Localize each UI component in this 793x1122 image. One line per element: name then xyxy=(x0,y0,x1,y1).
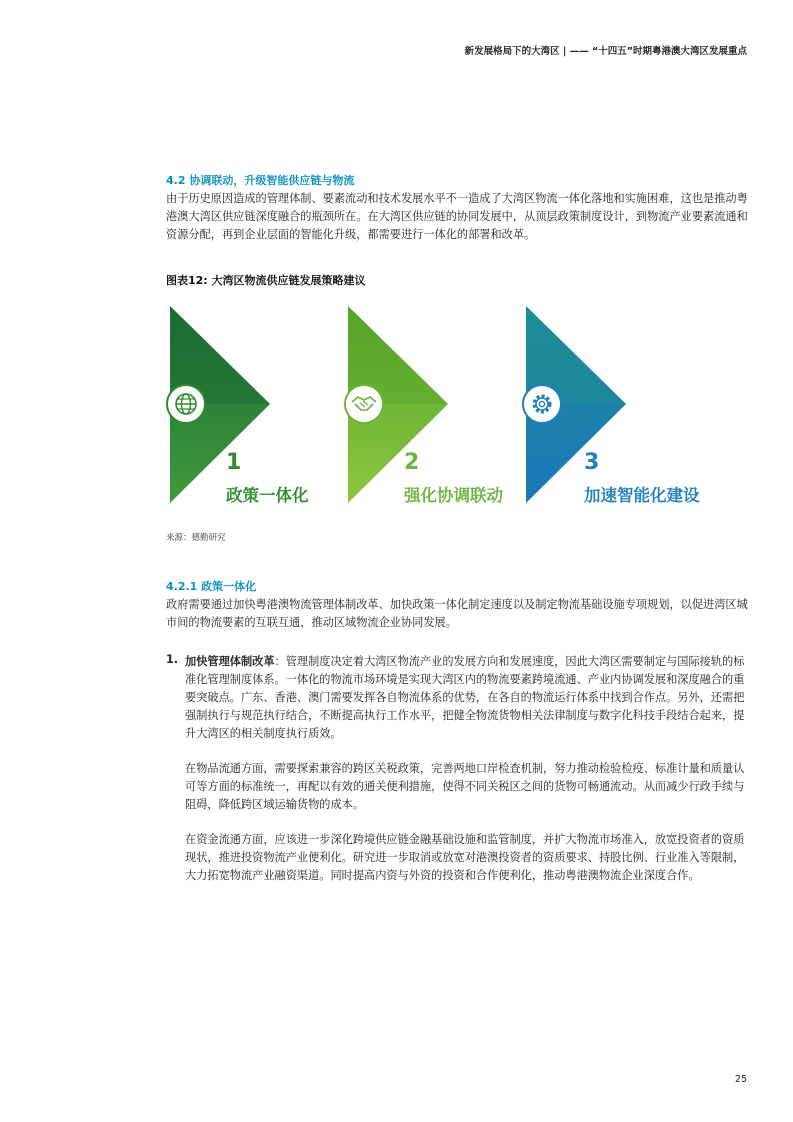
step-1-number: 1 xyxy=(226,450,242,475)
step-2-number: 2 xyxy=(404,450,420,475)
handshake-icon xyxy=(345,385,383,423)
figure-source: 来源：德勤研究 xyxy=(166,533,226,543)
section-title: 4.2 协调联动，升级智能供应链与物流 xyxy=(166,174,355,187)
figure-title: 图表12: 大湾区物流供应链发展策略建议 xyxy=(166,274,366,287)
subsection-title: 4.2.1 政策一体化 xyxy=(166,580,257,593)
list-item-heading: 加快管理体制改革 xyxy=(185,655,275,668)
capital-flow-paragraph: 在资金流通方面，应该进一步深化跨境供应链金融基础设施和监管制度，并扩大物流市场准入，放宽投资者的资质现状，推进投资物流产业便利化。研究进一步取消或放宽对港澳投资者的资质要求、持股比例、行业准入等限制，大力拓宽物流产业融资渠道。同时提高内资与外资的投资和合作便利化，推动粤港澳物流企业深度合作。 xyxy=(185,833,745,882)
subsection-intro: 政府需要通过加快粤港澳物流管理体制改革、加快政策一体化制定速度以及制定物流基础设施专项规划，以促进湾区城市间的物流要素的互联互通，推动区域物流企业协同发展。 xyxy=(166,598,748,629)
goods-flow-paragraph: 在物品流通方面，需要探索兼容的跨区关税政策，完善两地口岸检查机制，努力推动检验检疫、标准计量和质量认可等方面的标准统一，再配以有效的通关便利措施，使得不同关税区之间的货物可畅通流动。从而减少行政手续与阻碍，降低跨区域运输货物的成本。 xyxy=(185,762,745,811)
section-intro: 由于历史原因造成的管理体制、要素流动和技术发展水平不一造成了大湾区物流一体化落地和实施困难，这也是推动粤港澳大湾区供应链深度融合的瓶颈所在。在大湾区供应链的协同发展中，从顶层政策制度设计，到物流产业要素流通和资源分配，再到企业层面的智能化升级，都需要进行一体化的部署和改革。 xyxy=(166,192,748,241)
list-item-1 xyxy=(185,653,750,743)
step-1-label: 政策一体化 xyxy=(226,486,309,505)
page-number: 25 xyxy=(734,1074,747,1085)
step-3-number: 3 xyxy=(584,450,600,475)
step-3-label: 加速智能化建设 xyxy=(584,486,700,505)
strategy-chevron-diagram xyxy=(160,300,760,510)
running-header: 新发展格局下的大湾区 | —— “十四五”时期粤港澳大湾区发展重点 xyxy=(464,46,747,57)
globe-icon xyxy=(167,385,205,423)
list-item-number: 1. xyxy=(166,653,179,666)
gear-icon xyxy=(523,385,561,423)
list-item-text: ：管理制度决定着大湾区物流产业的发展方向和发展速度，因此大湾区需要制定与国际接轨的标准化管理制度体系。一体化的物流市场环境是实现大湾区内的物流要素跨境流通、产业内协调发展和深度融合的重要突破点。广东、香港、澳门需要发挥各自物流体系的优势，在各自的物流运行体系中找到合作点。另外，还需把强制执行与规范执行结合，不断提高执行工作水平，把健全物流货物相关法律制度与数字化科技手段结合起来，提升大湾区的相关制度执行质效。 xyxy=(185,655,745,740)
step-2-label: 强化协调联动 xyxy=(404,486,503,505)
